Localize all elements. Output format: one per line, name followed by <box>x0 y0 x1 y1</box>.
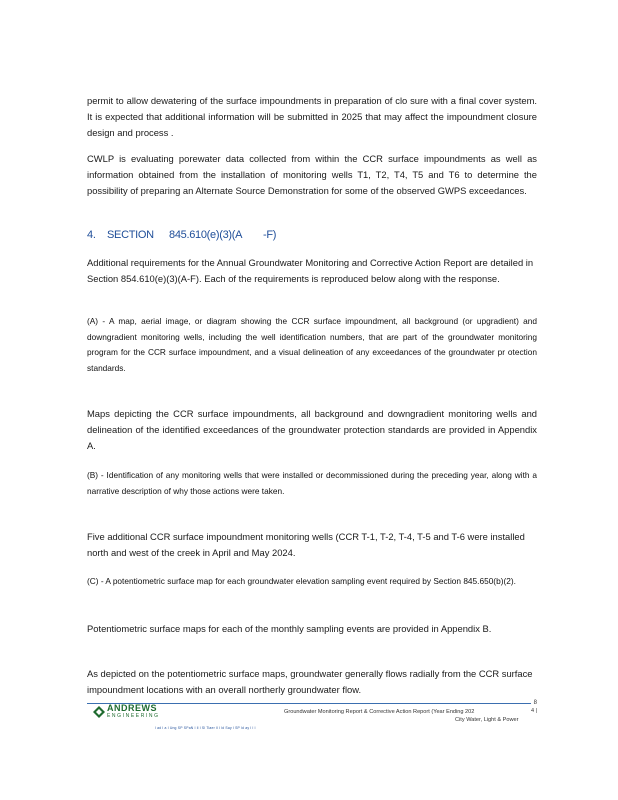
paragraph-porewater: CWLP is evaluating porewater data collected from within the CCR surface impoundments as well as information obtained from the installation of monitoring wells T1, T2, T4, T5 and T6 to determine the possibility of preparing an Alternate Source Demonstration for some of the observed GWPS exceedances. <box>87 153 537 196</box>
paragraph-maps: Maps depicting the CCR surface impoundments, all background and downgradient monitoring wells and delineation of the identified exceedances of the groundwater protection standards are provided in Appendix A. <box>87 408 537 451</box>
heading-section: SECTION <box>107 229 154 241</box>
logo-name: ANDREWS <box>107 703 157 713</box>
section-heading <box>87 229 387 241</box>
heading-end: -F) <box>263 229 277 241</box>
requirement-b: (B) - Identification of any monitoring wells that were installed or decommissioned during the preceding year, along with a narrative description of why those actions were taken. <box>87 470 537 496</box>
page-number-secondary: 4 | <box>530 708 537 714</box>
paragraph-requirements-intro: Additional requirements for the Annual Groundwater Monitoring and Corrective Action Report are detailed in Section 854.610(e)(3)(A-F). Each of the requirements is reproduced below along with the response. <box>87 257 534 284</box>
paragraph-new-wells: Five additional CCR surface impoundment monitoring wells (CCR T-1, T-2, T-4, T-5 and T-6 were installed north and west of the creek in April and May 2024. <box>87 531 525 558</box>
logo-subtitle: ENGINEERING <box>107 713 160 719</box>
page-number: 8 <box>533 700 537 706</box>
requirement-a: (A) - A map, aerial image, or diagram showing the CCR surface impoundment, all background (or upgradient) and downgradient monitoring wells, including the well identification numbers, that are part of the groundwater monitoring program for the CCR surface impoundment, and a visual delineation of any exceedances of the groundwater pr otection standards. <box>87 316 537 373</box>
paragraph-closure: permit to allow dewatering of the surface impoundments in preparation of clo sure with a final cover system. It is expected that additional information will be submitted in 2025 that may affect the impoundment closure design and process . <box>87 95 537 138</box>
paragraph-potentiometric-maps: Potentiometric surface maps for each of the monthly sampling events are provided in Appendix B. <box>87 623 492 634</box>
footer-small-print: l ad l a l Ung SP SPaN l ll l Sl Tiaer ll l ld Say l SP ld ay l l l <box>155 726 256 730</box>
footer-report-title: Groundwater Monitoring Report & Corrective Action Report (Year Ending 202 <box>284 709 475 715</box>
paragraph-flow-direction: As depicted on the potentiometric surface maps, groundwater generally flows radially from the CCR surface impoundment locations with an overall northerly groundwater flow. <box>87 668 533 695</box>
heading-reference: 845.610(e)(3)(A <box>169 229 243 241</box>
heading-number: 4. <box>87 229 96 241</box>
footer-organization: City Water, Light & Power <box>455 717 519 723</box>
requirement-c: (C) - A potentiometric surface map for each groundwater elevation sampling event required by Section 845.650(b)(2). <box>87 576 516 586</box>
